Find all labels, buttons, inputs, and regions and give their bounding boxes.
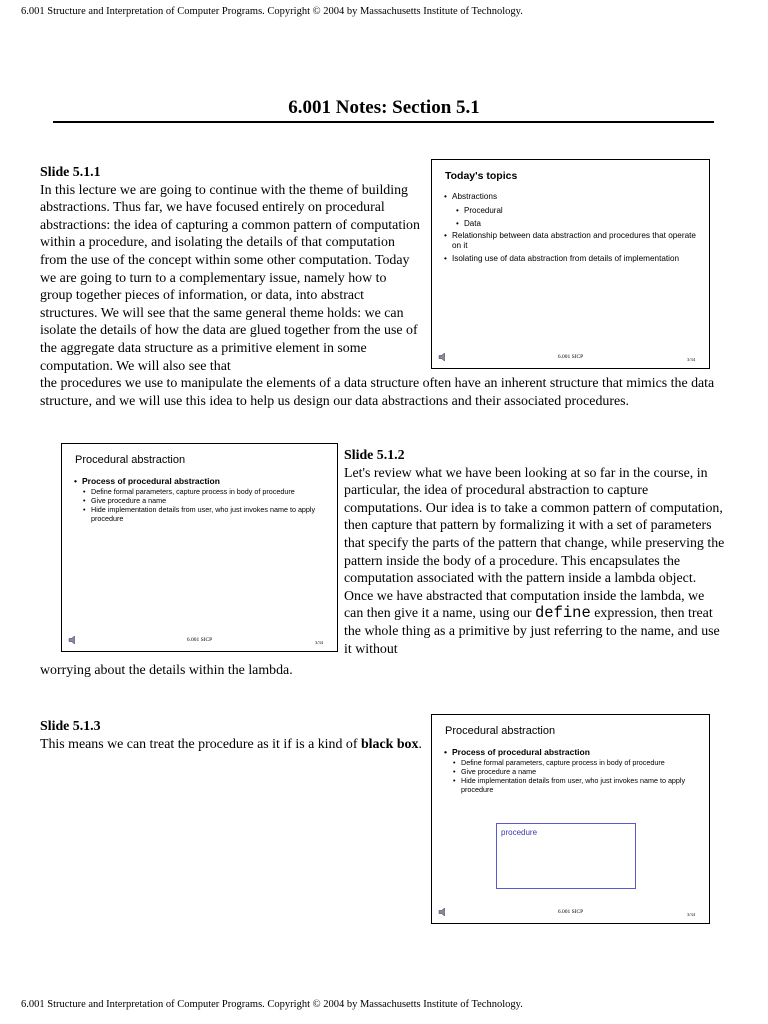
title-rule bbox=[53, 121, 714, 123]
topic-list bbox=[444, 190, 701, 264]
page-title: 6.001 Notes: Section 5.1 bbox=[288, 97, 480, 118]
topic-subitem: • Procedural bbox=[456, 205, 701, 216]
slide-5-1-2-body: Let's review what we have been looking at so far in the course, in particular, the idea of procedural abstraction to capture computations. Our idea is to take a common pattern of computation, then capture that pattern by formalizing it with a set of parameters that specify the parts of the pattern that change, while preserving the pattern inside the body of a procedure. This encapsulates the computation associated with the pattern inside a lambda object. Once we have abstracted that computation inside the lambda, we can then give it a name, using our bbox=[344, 465, 725, 622]
slide-page-number: 3/34 bbox=[686, 357, 695, 362]
slide-5-1-2-label: Slide 5.1.2 bbox=[344, 448, 405, 463]
slide-5-1-2-body-after: expression, then treat the whole thing as a primitive by just referring to the name, and use it without bbox=[344, 606, 720, 657]
procedure-box-label: procedure bbox=[501, 828, 538, 837]
slide-5-1-1-text bbox=[40, 164, 422, 375]
procedure-box bbox=[496, 823, 636, 889]
header-copyright: 6.001 Structure and Interpretation of Computer Programs. Copyright © 2004 by Massachusetts Institute of Technology. bbox=[21, 6, 523, 17]
slide-page-number: 3/34 bbox=[314, 640, 323, 645]
slide-5-1-3-label: Slide 5.1.3 bbox=[40, 719, 101, 734]
slide-5-1-1-label: Slide 5.1.1 bbox=[40, 165, 101, 180]
slide-5-1-2-text bbox=[344, 447, 726, 658]
list-item: • Define formal parameters, capture process in body of procedure bbox=[83, 487, 329, 496]
abstraction-list bbox=[74, 476, 329, 523]
slide-5-1-3-body: This means we can treat the procedure as it if is a kind of bbox=[40, 736, 358, 752]
slide-5-1-1-text-continued: the procedures we use to manipulate the elements of a data structure often have an inherent structure that mimics the data structure, and we will use this idea to help us design our data abstractions and their associated procedures. bbox=[40, 376, 715, 409]
list-heading: • Process of procedural abstraction bbox=[74, 476, 329, 487]
slide-page-number: 3/34 bbox=[686, 912, 695, 917]
define-keyword: define bbox=[534, 604, 591, 623]
slide-5-1-3-thumbnail bbox=[431, 714, 710, 924]
slide-footer: 6.001 SICP bbox=[557, 909, 584, 915]
black-box-term: black box bbox=[360, 736, 419, 752]
footer-copyright: 6.001 Structure and Interpretation of Computer Programs. Copyright © 2004 by Massachusetts Institute of Technology. bbox=[21, 999, 523, 1010]
topic-subitem: • Data bbox=[456, 218, 701, 229]
slide-5-1-2-text-continued: worrying about the details within the lambda. bbox=[40, 663, 293, 678]
slide-title: Procedural abstraction bbox=[445, 725, 556, 737]
slide-title: Procedural abstraction bbox=[75, 454, 186, 466]
slide-title: Today's topics bbox=[445, 170, 518, 182]
slide-5-1-1-body: In this lecture we are going to continue with the theme of building abstractions. Thus far, we have focused entirely on procedural abstractions: the idea of capturing a common pattern of computation within a procedure, and isolating the details of that computation from the use of the concept within some other computation. Today we are going to turn to a complementary issue, namely how to group together pieces of information, or data, into abstract structures. We will see that the same general theme holds: we can isolate the details of how the data are glued together from the use of the aggregate data structure as a primitive element in some computation. We will also see that bbox=[40, 182, 420, 374]
slide-footer: 6.001 SICP bbox=[557, 354, 584, 360]
abstraction-list bbox=[444, 747, 701, 794]
list-item: • Give procedure a name bbox=[453, 767, 701, 776]
slide-5-1-3-text: Slide 5.1.3 This means we can treat the procedure as it if is a kind of black box. bbox=[40, 718, 425, 753]
topic-item: • Abstractions bbox=[444, 192, 701, 203]
slide-footer: 6.001 SICP bbox=[186, 637, 213, 643]
topic-item: • Isolating use of data abstraction from details of implementation bbox=[444, 254, 701, 265]
list-heading: • Process of procedural abstraction bbox=[444, 747, 701, 758]
list-item: • Give procedure a name bbox=[83, 496, 329, 505]
slide-5-1-2-thumbnail bbox=[61, 443, 338, 652]
list-item: • Define formal parameters, capture process in body of procedure bbox=[453, 758, 701, 767]
list-item: • Hide implementation details from user, who just invokes name to apply procedure bbox=[83, 505, 329, 523]
topic-item: • Relationship between data abstraction and procedures that operate on it bbox=[444, 231, 701, 252]
slide-5-1-1-thumbnail bbox=[431, 159, 710, 369]
list-item: • Hide implementation details from user, who just invokes name to apply procedure bbox=[453, 776, 701, 794]
